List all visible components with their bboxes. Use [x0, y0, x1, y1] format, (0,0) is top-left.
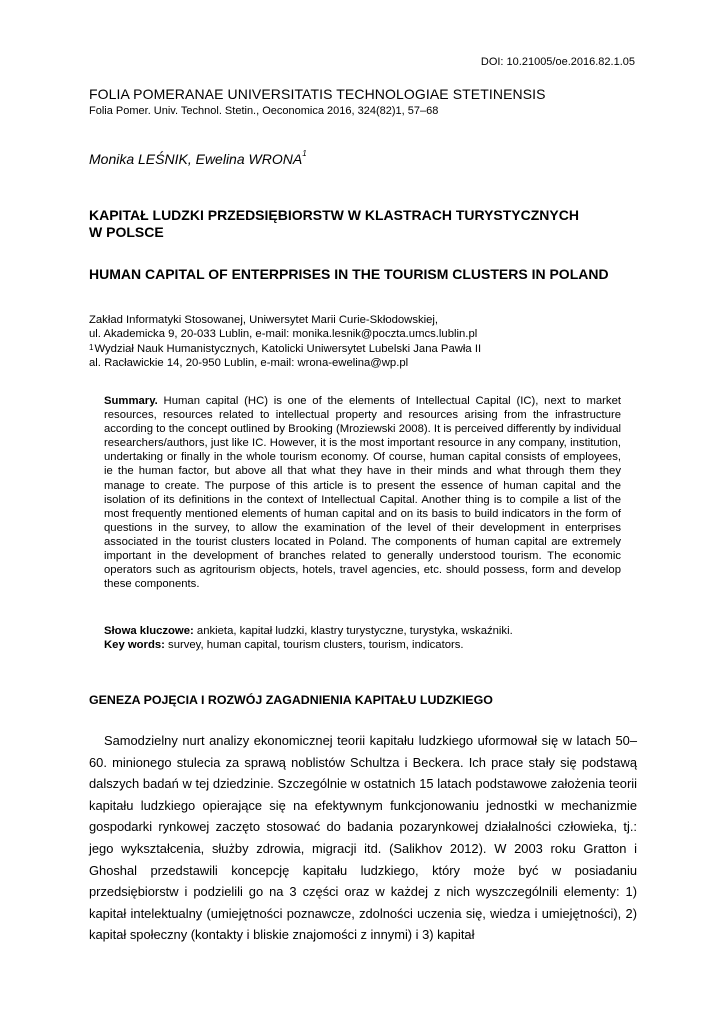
keywords-english-label: Key words: [104, 639, 165, 652]
affiliation-footnote-mark: 1 [89, 342, 94, 352]
title-polish [89, 207, 649, 241]
abstract [104, 394, 621, 591]
keywords-english-text: survey, human capital, tourism clusters, tourism, indicators. [164, 639, 464, 652]
affiliation-line-3 [89, 342, 637, 356]
doi: DOI: 10.21005/oe.2016.82.1.05 [480, 56, 635, 68]
title-english: HUMAN CAPITAL OF ENTERPRISES IN THE TOURISM CLUSTERS IN POLAND [89, 266, 609, 282]
keywords-polish-text: ankieta, kapitał ludzki, klastry turystyczne, turystyka, wskaźniki. [193, 625, 513, 637]
email-link-1[interactable]: monika.lesnik@poczta.umcs.lublin.pl [292, 328, 478, 341]
abstract-label: Summary. [104, 395, 158, 407]
journal-citation: Folia Pomer. Univ. Technol. Stetin., Oeconomica 2016, 324(82)1, 57–68 [89, 105, 439, 117]
authors [89, 151, 307, 167]
affiliation-address-2: al. Racławickie 14, 20-950 Lublin, e-mail: [89, 356, 298, 369]
abstract-text: Human capital (HC) is one of the elements of Intellectual Capital (IC), next to market resources, resources related to intellectual property and resources arising from the infrastructure according to the concept outlined by Brooking (Mroziewski 2008). It is perceived differently by individual researchers/authors, just like IC. However, it is the most important resource in any company, institution, undertaking or finally in the whole tourism economy. Of course, human capital consists of employees, ie the human factor, but above all that what they have in their minds and what through them they manage to create. The purpose of this article is to present the essence of human capital and the isolation of its definitions in the context of Intellectual Capital. Another thing is to compile a list of the most frequently mentioned elements of human capital and on its basis to build indicators in the form of questions in the survey, to allow the examination of the level of their development in enterprises associated in the tourist clusters located in Poland. The components of human capital are extremely important in the development of branches related to generally understood tourism. The economic operators such as agritourism objects, hotels, travel agencies, etc. should possess, form and develop these components. [104, 395, 621, 591]
section-heading: GENEZA POJĘCIA I ROZWÓJ ZAGADNIENIA KAPITAŁU LUDZKIEGO [89, 693, 493, 707]
journal-header [89, 86, 637, 118]
keywords-polish-label: Słowa kluczowe: [104, 625, 194, 637]
body-paragraph: Samodzielny nurt analizy ekonomicznej teorii kapitału ludzkiego uformował się w latach 50–60. minionego stulecia za sprawą noblistów Schultza i Beckera. Ich prace stały się podstawą dalszych badań w tej dziedzinie. Szczególnie w ostatnich 15 latach podstawowe założenia teorii kapitału ludzkiego opierające się na efektywnym funkcjonowaniu jednostki w mechanizmie gospodarki rynkowej zaczęto stosować do badania pozarynkowej działalności człowieka, tj.: jego wykształcenia, służby zdrowia, migracji itd. (Salikhov 2012). W 2003 roku Gratton i Ghoshal przedstawili koncepcję kapitału ludzkiego, który może być w posiadaniu przedsiębiorstw i podzielili go na 3 części oraz w każdej z nich wyszczególnili elementy: 1) kapitał intelektualny (umiejętności poznawcze, zdolności uczenia się, wiedza i umiejętności), 2) kapitał społeczny (kontakty i bliskie znajomości z innymi) i 3) kapitał [89, 733, 637, 943]
affiliation-line-4 [89, 356, 637, 370]
author-names: Monika LEŚNIK, Ewelina WRONA [89, 151, 303, 167]
keywords [104, 624, 621, 653]
email-link-2[interactable]: wrona-ewelina@wp.pl [297, 356, 409, 369]
keywords-english [104, 638, 621, 652]
affiliation-line-2 [89, 327, 637, 341]
affiliation-institution-2: Wydział Nauk Humanistycznych, Katolicki Uniwersytet Lubelski Jana Pawła II [94, 342, 482, 355]
affiliation-address-1: ul. Akademicka 9, 20-033 Lublin, e-mail: [89, 328, 293, 341]
affiliations [89, 313, 637, 370]
journal-title: FOLIA POMERANAE UNIVERSITATIS TECHNOLOGIAE STETINENSIS [89, 86, 546, 102]
keywords-polish [104, 624, 621, 638]
title-polish-line-2: W POLSCE [89, 224, 164, 240]
affiliation-line-1: Zakład Informatyki Stosowanej, Uniwersytet Marii Curie-Skłodowskiej, [89, 314, 439, 326]
title-polish-line-1: KAPITAŁ LUDZKI PRZEDSIĘBIORSTW W KLASTRACH TURYSTYCZNYCH [89, 207, 579, 223]
author-footnote-mark: 1 [302, 149, 307, 158]
